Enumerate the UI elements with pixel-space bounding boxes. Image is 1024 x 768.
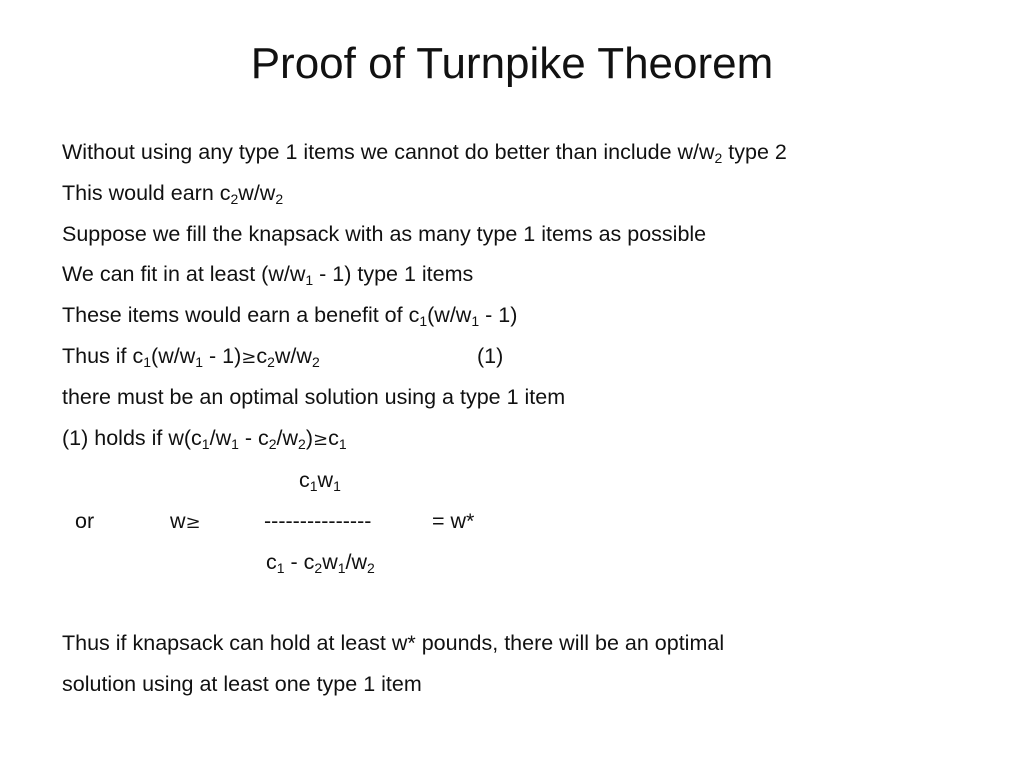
fraction-numerator: $c_1w_1$ [299, 468, 341, 494]
text-line-3: Suppose we fill the knapsack with as many type 1 items as possible [62, 222, 707, 246]
or-label: or [75, 509, 95, 533]
geq-symbol: ≥ [313, 429, 329, 450]
conclusion-line-1: Thus if knapsack can hold at least w* pounds, there will be an optimal [62, 631, 725, 655]
geq-symbol: ≥ [241, 347, 257, 368]
fraction-bar: --------------- [264, 509, 372, 533]
text-line-2: This would earn $c_2w/w_2$ [62, 181, 284, 207]
geq-symbol: ≥ [185, 512, 201, 533]
text-line-6: Thus if $c_1(w/w_1 - 1)\ge c_2w/w_2$ [62, 344, 320, 370]
text-line-1: Without using any type 1 items we cannot do better than include $w/w_2$ type 2 [62, 140, 787, 166]
text-line-8: (1) holds if $w(c_1/w_1 - c_2/w_2)\ge c_1$ [62, 426, 347, 452]
slide-title: Proof of Turnpike Theorem [250, 39, 774, 88]
conclusion-line-2: solution using at least one type 1 item [62, 672, 422, 696]
fraction-denominator: $c_1 - c_2w_1/w_2$ [266, 550, 375, 576]
equation-tag-1: (1) [477, 344, 504, 368]
text-line-7: there must be an optimal solution using a type 1 item [62, 385, 566, 409]
w-geq: w≥ [170, 509, 201, 533]
text-line-4: We can fit in at least $(w/w_1 - 1)$ type 1 items [62, 262, 474, 288]
text-line-5: These items would earn a benefit of $c_1(w/w_1 - 1)$ [62, 303, 518, 329]
w-star-result: = w* [432, 509, 475, 533]
